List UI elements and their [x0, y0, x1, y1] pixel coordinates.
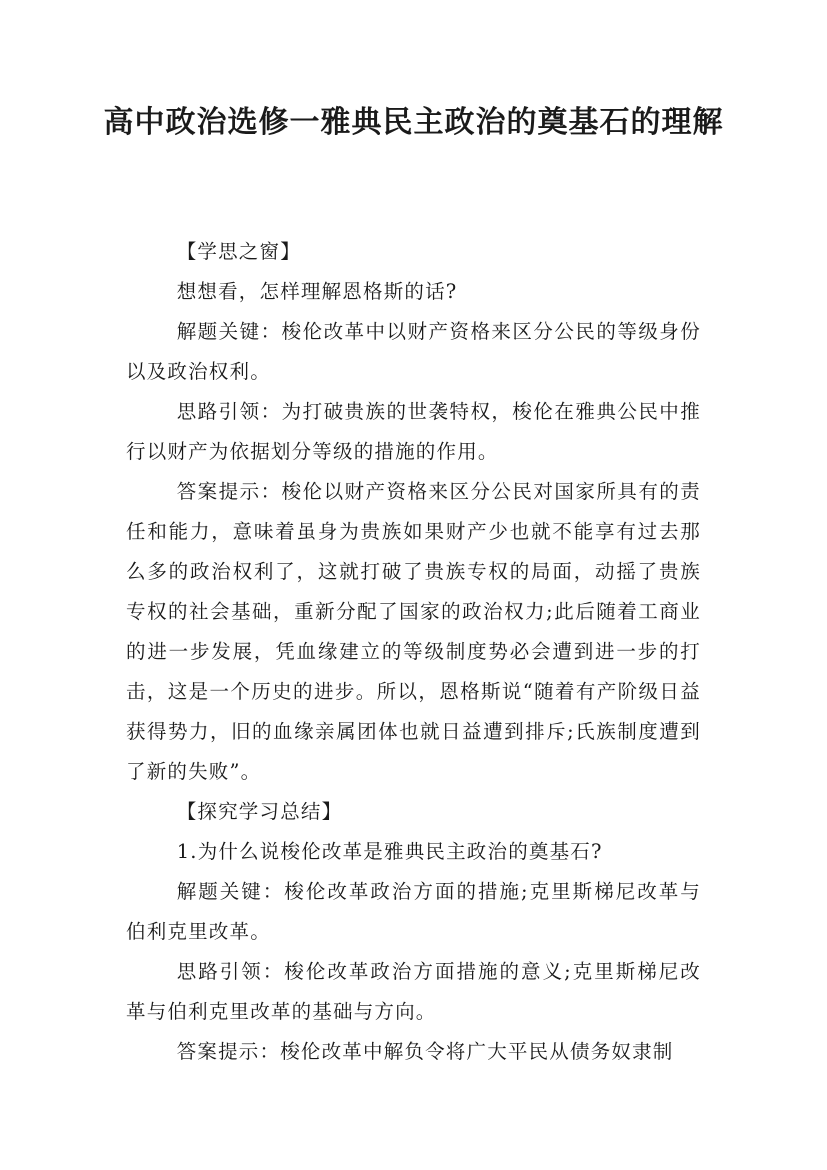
section-heading-reflection-window: 【学思之窗】: [176, 240, 301, 263]
document-title: 高中政治选修一雅典民主政治的奠基石的理解: [103, 105, 724, 140]
answer-hint-paragraph-2: 答案提示：梭伦改革中解负令将广大平民从债务奴隶制: [176, 1040, 674, 1063]
question-paragraph: 想想看，怎样理解恩格斯的话?: [176, 280, 458, 303]
section-heading-inquiry-summary: 【探究学习总结】: [176, 800, 343, 823]
guidance-paragraph: 思路引领：为打破贵族的世袭特权，梭伦在雅典公民中推行以财产为依据划分等级的措施的作用。: [126, 400, 701, 463]
key-point-paragraph-2: 解题关键：梭伦改革政治方面的措施;克里斯梯尼改革与伯利克里改革。: [126, 880, 701, 943]
document-body: [126, 232, 701, 1072]
question-paragraph-2: 1.为什么说梭伦改革是雅典民主政治的奠基石?: [176, 840, 603, 863]
guidance-paragraph-2: 思路引领：梭伦改革政治方面措施的意义;克里斯梯尼改革与伯利克里改革的基础与方向。: [126, 960, 701, 1023]
answer-hint-paragraph: 答案提示：梭伦以财产资格来区分公民对国家所具有的责任和能力，意味着虽身为贵族如果财产少也就不能享有过去那么多的政治权利了，这就打破了贵族专权的局面，动摇了贵族专权的社会基础，重新分配了国家的政治权力;此后随着工商业的进一步发展，凭血缘建立的等级制度势必会遭到进一步的打击，这是一个历史的进步。所以，恩格斯说“随着有产阶级日益获得势力，旧的血缘亲属团体也就日益遭到排斥;氏族制度遭到了新的失败”。: [126, 480, 701, 783]
key-point-paragraph: 解题关键：梭伦改革中以财产资格来区分公民的等级身份以及政治权利。: [126, 320, 701, 383]
